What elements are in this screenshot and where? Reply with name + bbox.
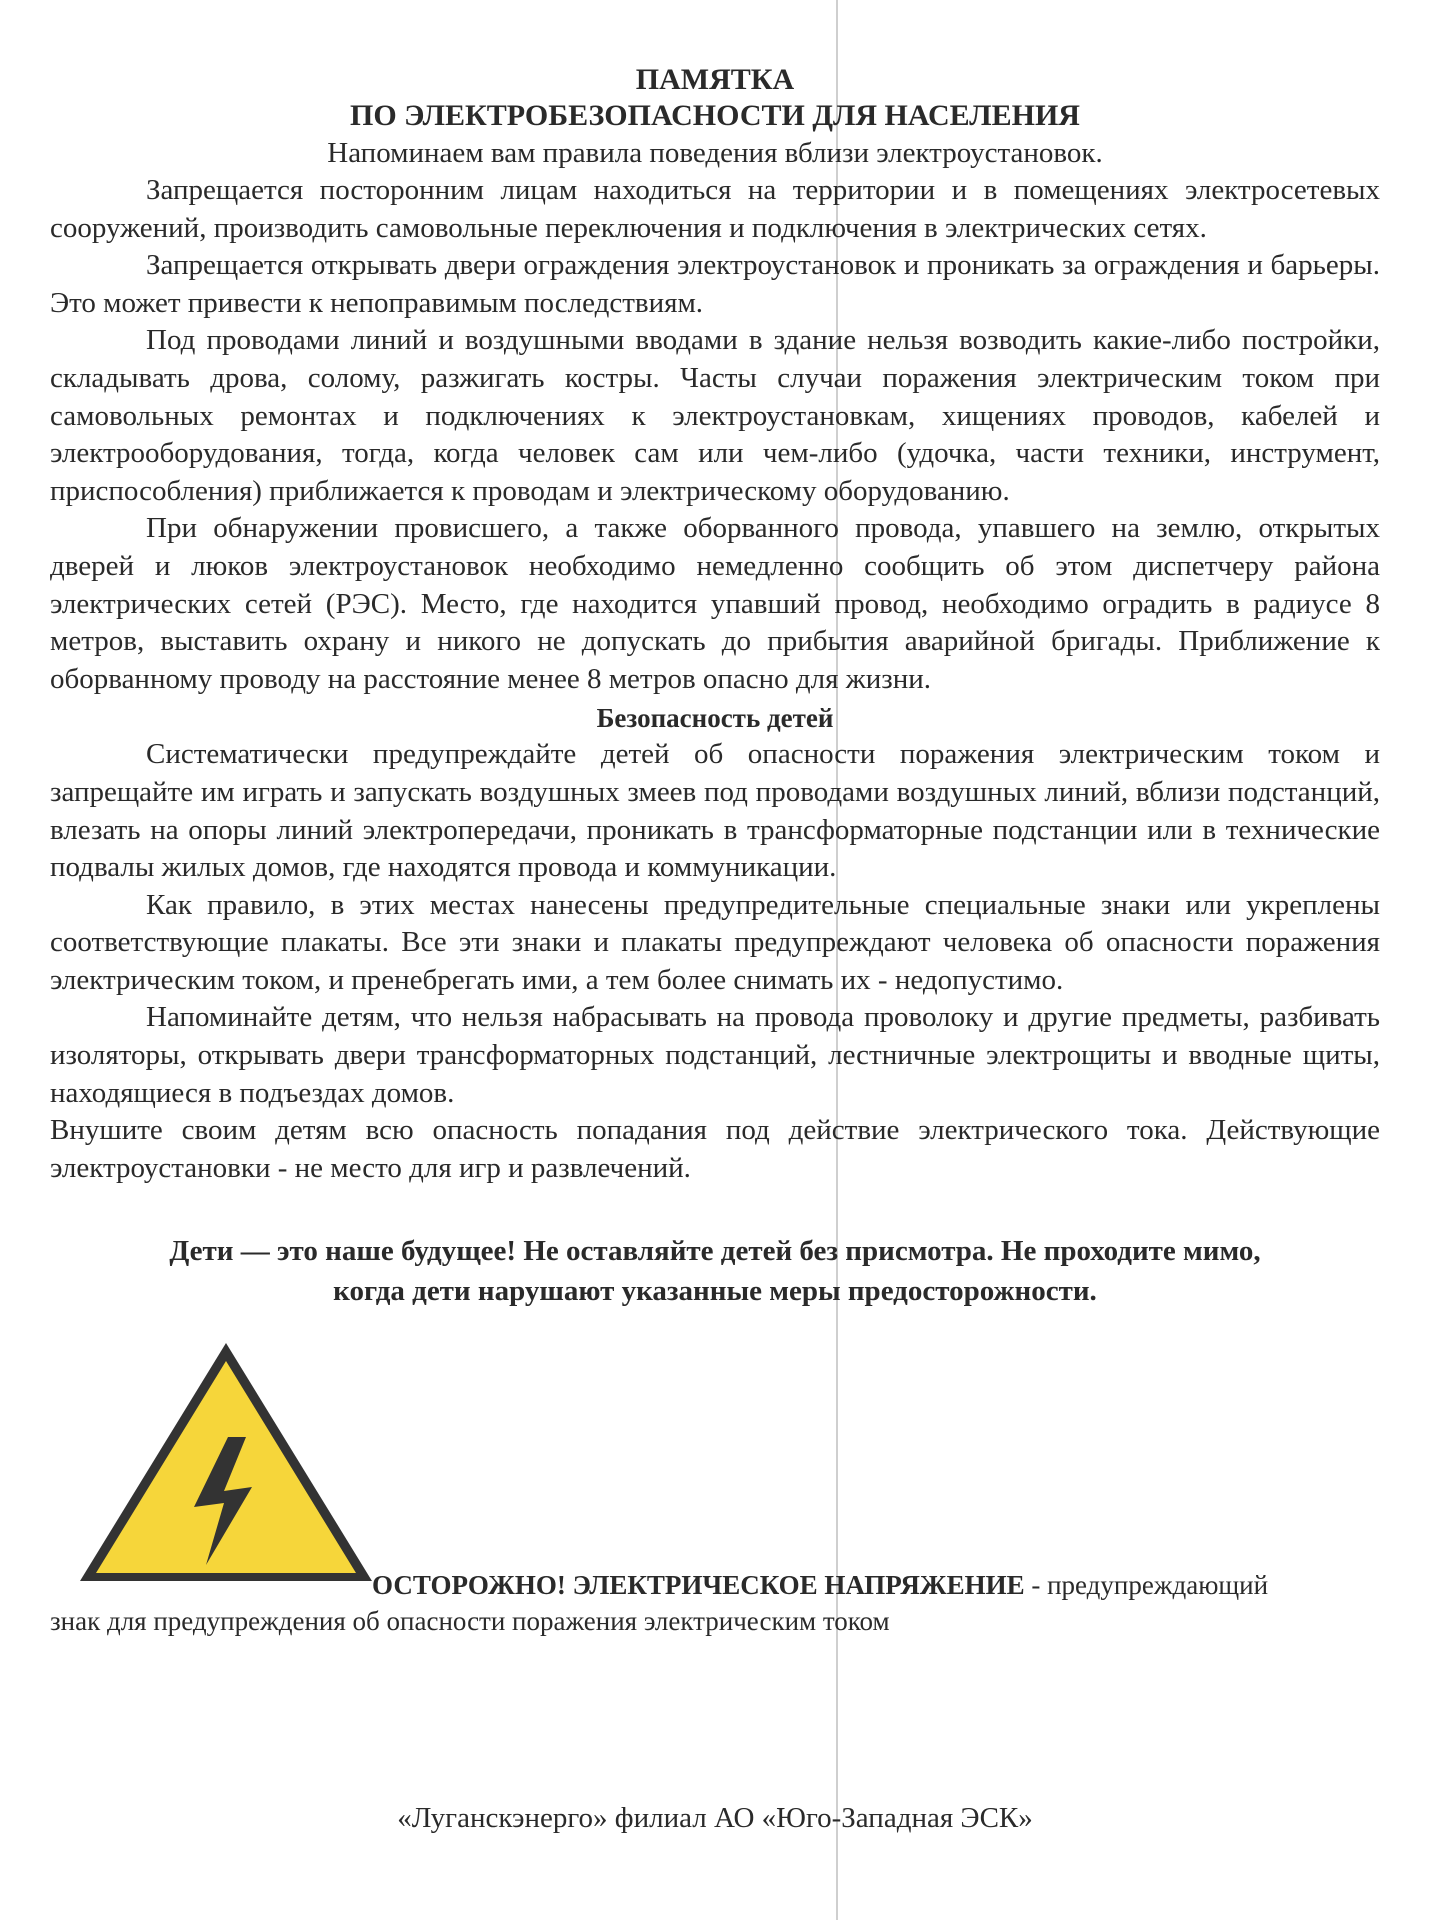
document-page <box>50 62 1380 1834</box>
document-subtitle: Напоминаем вам правила поведения вблизи электроустановок. <box>327 137 1103 169</box>
title-line-1: ПАМЯТКА <box>635 63 795 96</box>
children-final-paragraph: Внушите своим детям всю опасность попадания под действие электрического тока. Действующие электроустановки - не место для игр и развлечений. <box>50 1114 1380 1184</box>
paragraph-4: При обнаружении провисшего, а также оборванного провода, упавшего на землю, открытых дверей и люков электроустановок необходимо немедленно сообщить об этом диспетчеру района электрических сетей (РЭС). Место, где находится упавший провод, необходимо оградить в радиусе 8 метров, выставить охрану и никого не допускать до прибытия аварийной бригады. Приближение к оборванному проводу на расстояние менее 8 метров опасно для жизни. <box>50 512 1380 695</box>
high-voltage-warning-icon <box>76 1337 376 1585</box>
warning-title: ОСТОРОЖНО! ЭЛЕКТРИЧЕСКОЕ НАПРЯЖЕНИЕ <box>372 1570 1025 1601</box>
warning-description-2: знак для предупреждения об опасности поражения электрическим током <box>50 1606 890 1637</box>
warning-block <box>50 1337 1380 1637</box>
closing-statement <box>50 1231 1380 1311</box>
closing-line-1: Дети — это наше будущее! Не оставляйте детей без присмотра. Не проходите мимо, <box>169 1235 1261 1268</box>
title-line-2: ПО ЭЛЕКТРОБЕЗОПАСНОСТИ ДЛЯ НАСЕЛЕНИЯ <box>350 99 1080 132</box>
paragraph-3: Под проводами линий и воздушными вводами в здание нельзя возводить какие-либо постройки, складывать дрова, солому, разжигать костры. Часты случаи поражения электрическим током при самовольных ремонтах и подключениях к электроустановкам, хищениях проводов, кабелей и электрооборудования, тогда, когда человек сам или чем-либо (удочка, части техники, инструмент, приспособления) приближается к проводам и электрическому оборудованию. <box>50 324 1380 507</box>
warning-caption <box>50 1567 1380 1639</box>
warning-description-1: - предупреждающий <box>1024 1570 1269 1601</box>
document-title <box>50 62 1380 134</box>
children-paragraph-1: Систематически предупреждайте детей об опасности поражения электрическим током и запрещайте им играть и запускать воздушных змеев под проводами воздушных линий, вблизи подстанций, влезать на опоры линий электропередачи, проникать в трансформаторные подстанции или в технические подвалы жилых домов, где находятся провода и коммуникации. <box>50 738 1380 884</box>
children-section-title: Безопасность детей <box>596 703 834 734</box>
paragraph-1: Запрещается посторонним лицам находиться на территории и в помещениях электросетевых сооружений, производить самовольные переключения и подключения в электрических сетях. <box>50 174 1380 244</box>
children-paragraph-2: Как правило, в этих местах нанесены предупредительные специальные знаки или укреплены соответствующие плакаты. Все эти знаки и плакаты предупреждают человека об опасности поражения электрическим током, и пренебрегать ими, а тем более снимать их - недопустимо. <box>50 888 1380 996</box>
footer-organization: «Луганскэнерго» филиал АО «Юго-Западная ЭСК» <box>397 1802 1033 1834</box>
children-paragraph-3: Напоминайте детям, что нельзя набрасывать на провода проволоку и другие предметы, разбивать изоляторы, открывать двери трансформаторных подстанций, лестничные электрощиты и вводные щиты, находящиеся в подъездах домов. <box>50 1001 1380 1109</box>
closing-line-2: когда дети нарушают указанные меры предосторожности. <box>333 1275 1097 1308</box>
paragraph-2: Запрещается открывать двери ограждения электроустановок и проникать за ограждения и барьеры. Это может привести к непоправимым последствиям. <box>50 249 1380 319</box>
